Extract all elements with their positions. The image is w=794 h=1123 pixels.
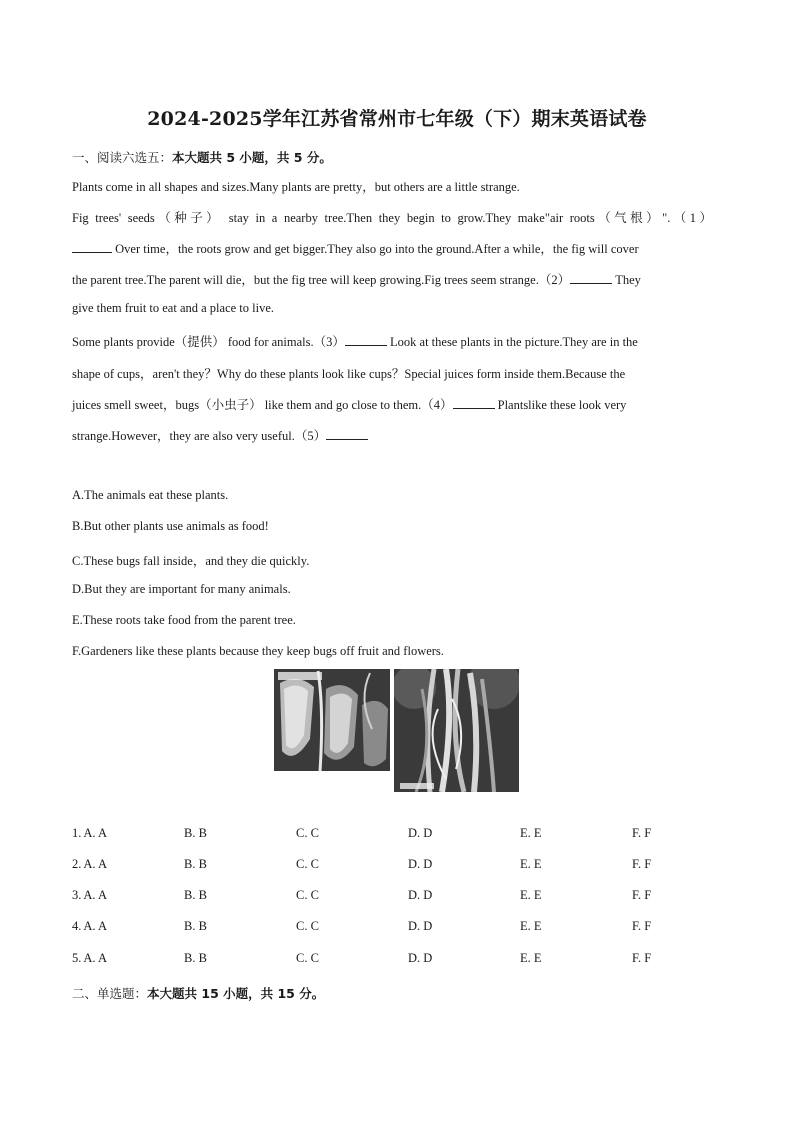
answer-row-1 bbox=[72, 826, 712, 844]
answer-choice[interactable] bbox=[72, 857, 107, 872]
answer-choice[interactable]: C. C bbox=[296, 826, 319, 840]
passage-line-9-text: strange.However，they are also very useful.（5） bbox=[72, 429, 327, 443]
blank-3 bbox=[345, 333, 387, 346]
choice-label: A. A bbox=[83, 951, 107, 965]
answer-choice[interactable]: F. F bbox=[632, 826, 652, 840]
answer-choice[interactable]: B. B bbox=[184, 826, 207, 840]
passage-line-4 bbox=[72, 270, 712, 288]
answer-choice[interactable]: C. C bbox=[296, 919, 319, 933]
answer-choice[interactable]: D. D bbox=[408, 951, 433, 965]
passage-line-8-end: Plantslike these look very bbox=[494, 398, 627, 412]
answer-row-5 bbox=[72, 951, 712, 969]
question-number: 4. bbox=[72, 919, 82, 933]
choice-label: A. A bbox=[83, 888, 107, 902]
question-number: 1. bbox=[72, 826, 82, 840]
answer-choice[interactable]: E. E bbox=[520, 857, 542, 871]
answer-choice[interactable]: B. B bbox=[184, 857, 207, 871]
answer-choice[interactable]: C. C bbox=[296, 888, 319, 902]
passage-line-6 bbox=[72, 332, 712, 350]
answer-choice[interactable]: F. F bbox=[632, 919, 652, 933]
question-number: 5. bbox=[72, 951, 82, 965]
answer-choice[interactable] bbox=[72, 919, 107, 934]
passage-line-3 bbox=[72, 239, 712, 257]
passage-line-7: shape of cups，aren't they？Why do these plants look like cups？Special juices form inside them.Because the bbox=[72, 367, 626, 381]
option-a: A.The animals eat these plants. bbox=[72, 488, 229, 502]
answer-row-3 bbox=[72, 888, 712, 906]
answer-choice[interactable]: B. B bbox=[184, 951, 207, 965]
answer-choice[interactable]: E. E bbox=[520, 919, 542, 933]
passage-line-6-end: Look at these plants in the picture.They are in the bbox=[386, 335, 638, 349]
choice-label: A. A bbox=[83, 826, 107, 840]
blank-4 bbox=[453, 396, 495, 409]
section-2-desc: 本大题共 15 小题，共 15 分。 bbox=[147, 986, 325, 1001]
answer-choice[interactable] bbox=[72, 951, 107, 966]
answer-choice[interactable]: B. B bbox=[184, 919, 207, 933]
question-number: 2. bbox=[72, 857, 82, 871]
answer-choice[interactable]: F. F bbox=[632, 888, 652, 902]
choice-label: A. A bbox=[83, 919, 107, 933]
passage-line-5: give them fruit to eat and a place to live. bbox=[72, 301, 275, 315]
answer-row-2 bbox=[72, 857, 712, 875]
answer-choice[interactable]: C. C bbox=[296, 857, 319, 871]
passage-line-9 bbox=[72, 426, 712, 444]
section-1-desc: 本大题共 5 小题，共 5 分。 bbox=[172, 150, 332, 165]
blank-5 bbox=[326, 427, 368, 440]
answer-choice[interactable] bbox=[72, 888, 107, 903]
passage-line-6-text: Some plants provide（提供） food for animals.（3） bbox=[72, 335, 345, 349]
section-1-heading bbox=[72, 148, 332, 166]
answer-choice[interactable]: F. F bbox=[632, 951, 652, 965]
option-c: C.These bugs fall inside，and they die quickly. bbox=[72, 554, 310, 568]
passage-line-8 bbox=[72, 395, 712, 413]
fig-tree-roots-photo bbox=[394, 669, 519, 792]
option-f: F.Gardeners like these plants because they keep bugs off fruit and flowers. bbox=[72, 644, 444, 658]
passage-line-4-end: They bbox=[612, 273, 641, 287]
passage-line-4-text: the parent tree.The parent will die，but the fig tree will keep growing.Fig trees seem strange.（2） bbox=[72, 273, 571, 287]
answer-choice[interactable] bbox=[72, 826, 107, 841]
section-2-heading bbox=[72, 984, 324, 1002]
answer-choice[interactable]: D. D bbox=[408, 826, 433, 840]
answer-choice[interactable]: E. E bbox=[520, 951, 542, 965]
answer-choice[interactable]: F. F bbox=[632, 857, 652, 871]
option-e: E.These roots take food from the parent tree. bbox=[72, 613, 296, 627]
option-d: D.But they are important for many animals. bbox=[72, 582, 291, 596]
choice-label: A. A bbox=[83, 857, 107, 871]
question-number: 3. bbox=[72, 888, 82, 902]
answer-choice[interactable]: D. D bbox=[408, 919, 433, 933]
passage-line-3-text: Over time，the roots grow and get bigger.They also go into the ground.After a while，the fig will cover bbox=[112, 242, 639, 256]
passage-line-1: Plants come in all shapes and sizes.Many plants are pretty，but others are a little strange. bbox=[72, 180, 520, 194]
pitcher-plants-photo bbox=[274, 669, 390, 771]
exam-title: 2024-2025学年江苏省常州市七年级（下）期末英语试卷 bbox=[147, 108, 647, 130]
blank-2 bbox=[570, 271, 612, 284]
section-2-label: 二、单选题： bbox=[72, 986, 148, 1001]
answer-choice[interactable]: C. C bbox=[296, 951, 319, 965]
passage-line-8-text: juices smell sweet，bugs（小虫子） like them and go close to them.（4） bbox=[72, 398, 453, 412]
answer-choice[interactable]: E. E bbox=[520, 826, 542, 840]
answer-row-4 bbox=[72, 919, 712, 937]
answer-choice[interactable]: D. D bbox=[408, 857, 433, 871]
answer-choice[interactable]: D. D bbox=[408, 888, 433, 902]
answer-choice[interactable]: B. B bbox=[184, 888, 207, 902]
option-b: B.But other plants use animals as food! bbox=[72, 519, 269, 533]
section-1-label: 一、阅读六选五： bbox=[72, 150, 173, 165]
passage-line-2: Fig trees' seeds（种子） stay in a nearby tree.Then they begin to grow.They make"air roots（气根）".（1） bbox=[72, 211, 712, 225]
blank-1 bbox=[72, 240, 112, 253]
answer-choice[interactable]: E. E bbox=[520, 888, 542, 902]
